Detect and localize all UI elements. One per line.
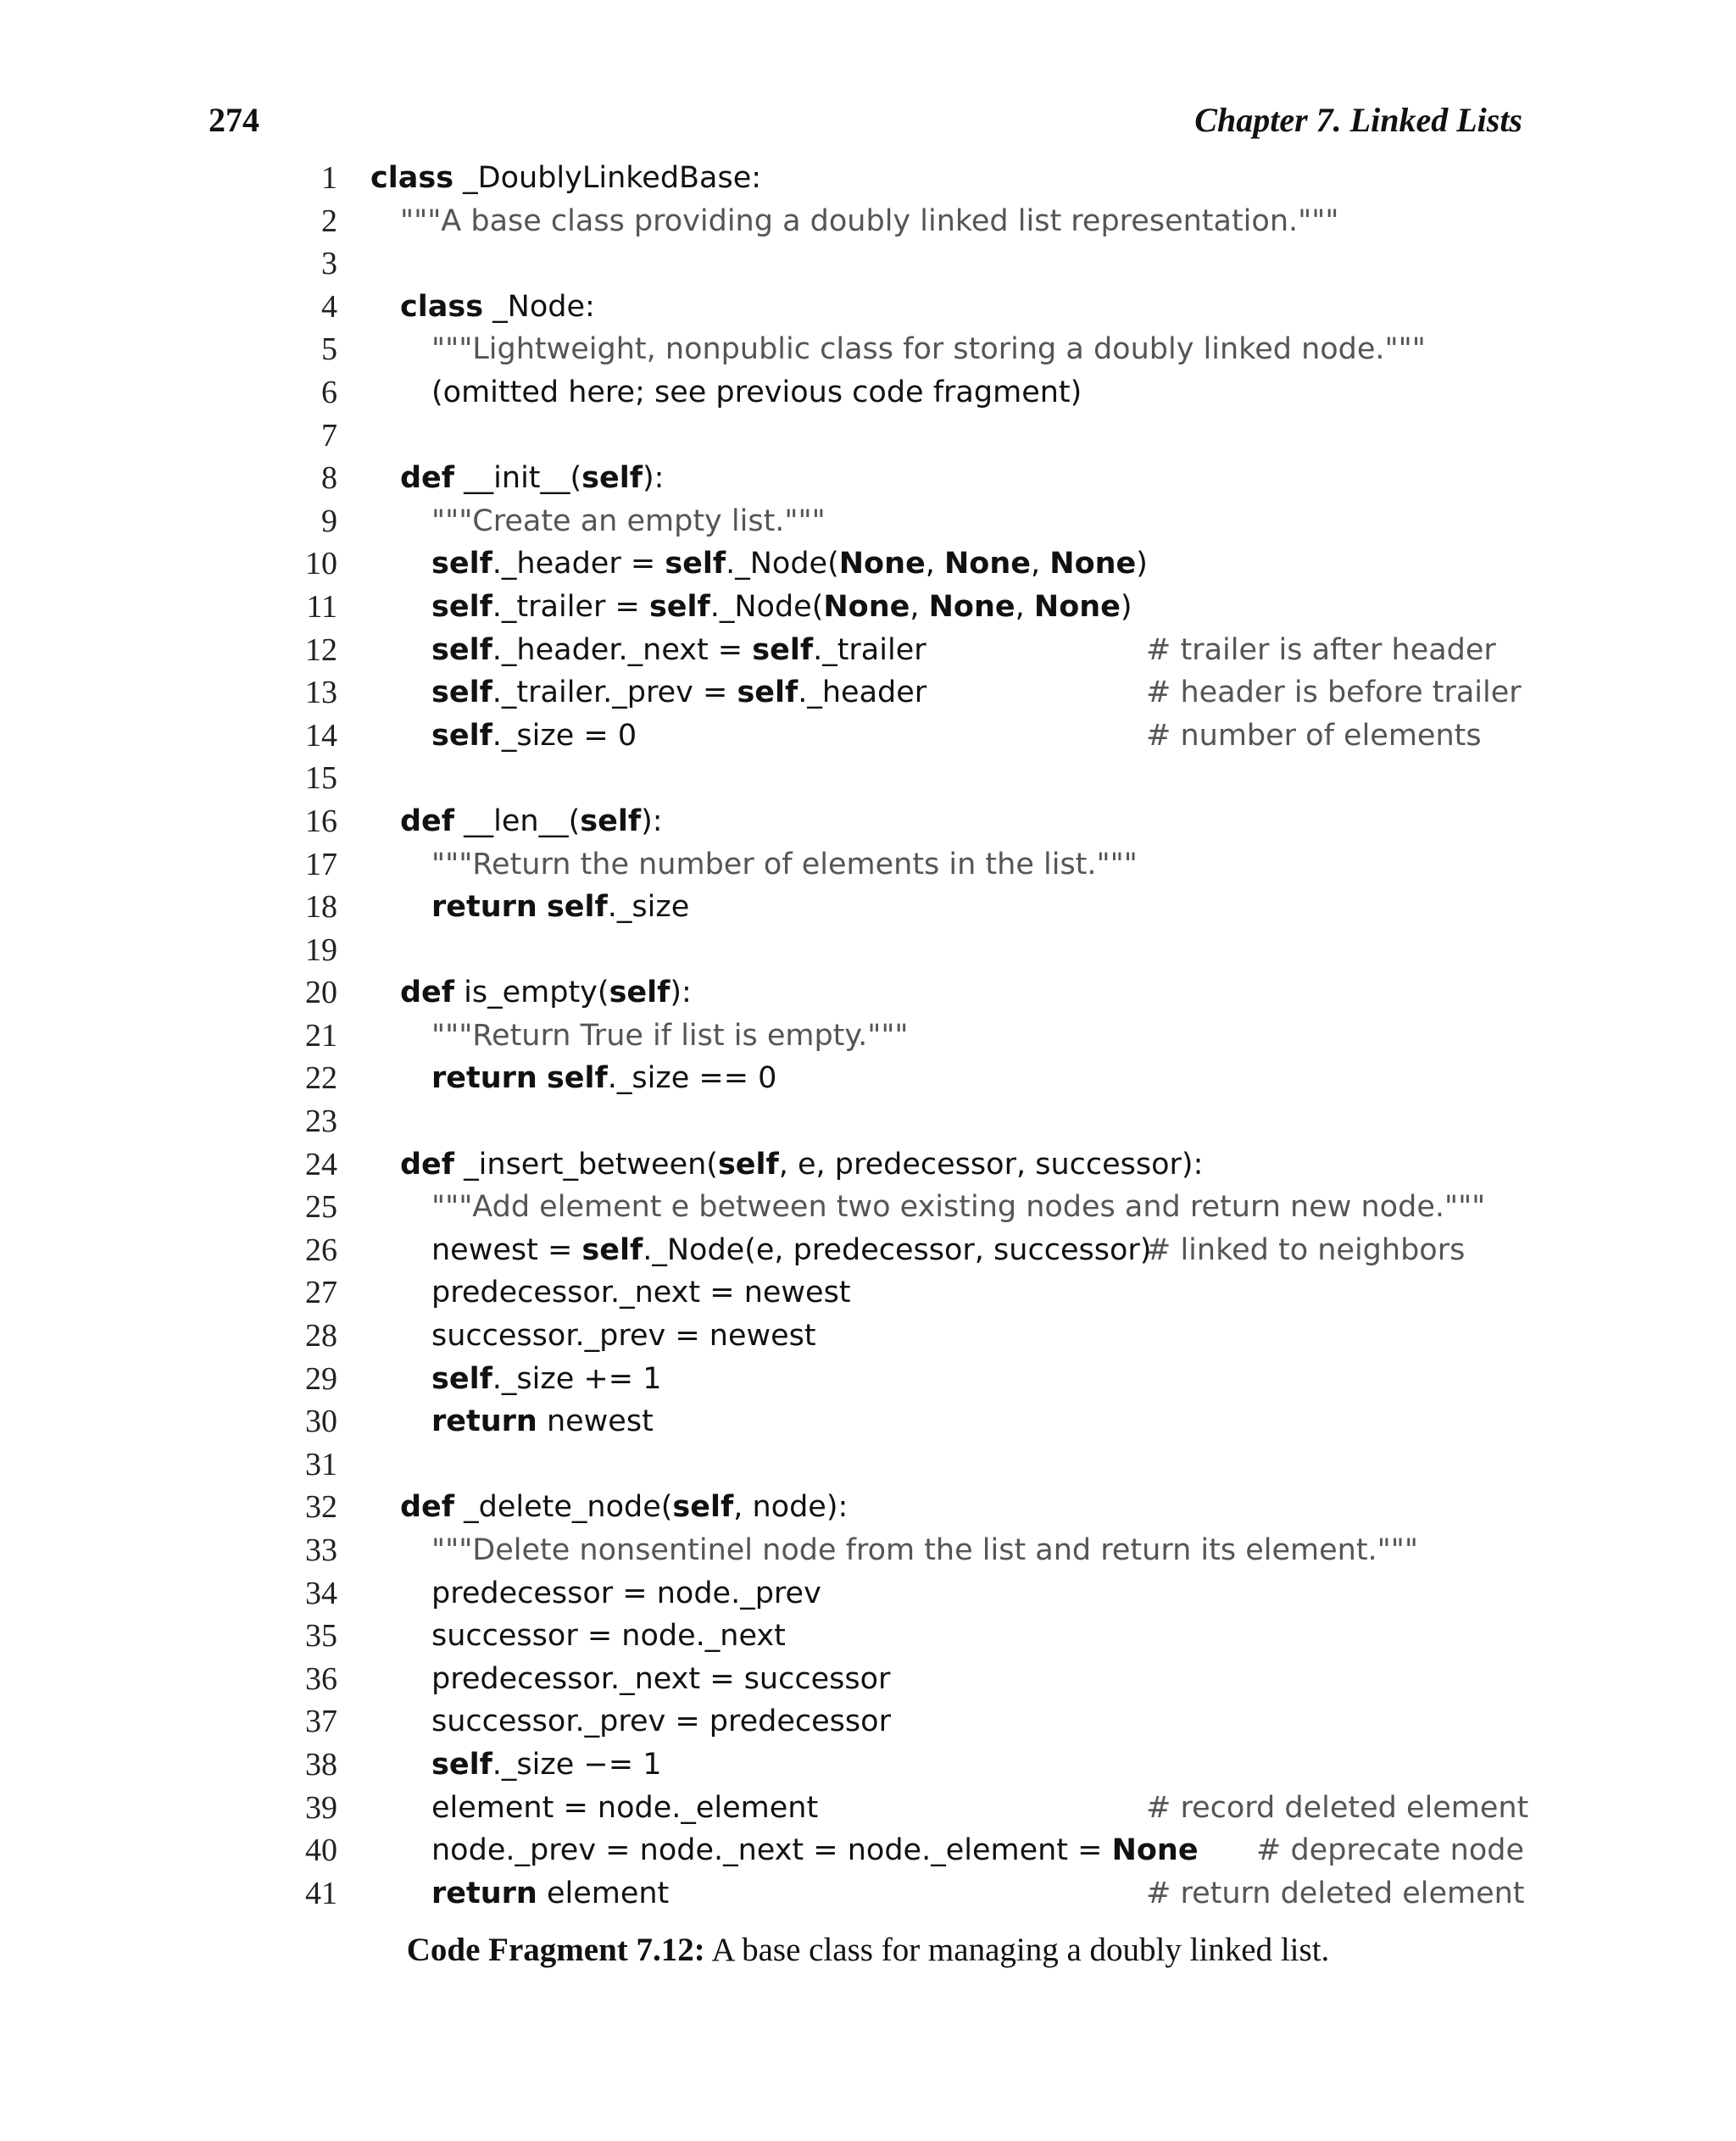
code-line (0, 1400, 1736, 1443)
code-docstring: """Create an empty list.""" (431, 503, 826, 538)
code-line (0, 1358, 1736, 1401)
code-token: ._size == 0 (607, 1061, 777, 1096)
line-number: 5 (321, 331, 337, 368)
line-number: 17 (305, 846, 337, 882)
line-number: 40 (305, 1832, 337, 1869)
code-token: _insert_between( (454, 1147, 718, 1182)
code-line (0, 1015, 1736, 1058)
code-token: successor = node._next (431, 1619, 786, 1654)
code-token: , (1031, 547, 1050, 581)
code-line (0, 1615, 1736, 1658)
line-number: 24 (305, 1146, 337, 1182)
code-keyword: self (580, 804, 642, 838)
line-number: 4 (321, 288, 337, 325)
code-comment: # trailer is after header (1146, 632, 1496, 667)
code-text (431, 1872, 669, 1916)
code-token: node._prev = node._next = node._element = (431, 1833, 1112, 1868)
code-text (431, 1829, 1199, 1872)
code-text (431, 1057, 776, 1100)
code-keyword: self (431, 1747, 492, 1782)
code-token: ._size (607, 890, 690, 925)
code-keyword: return (431, 890, 537, 925)
code-keyword: self (648, 589, 710, 624)
code-comment: # header is before trailer (1146, 676, 1522, 710)
code-line (0, 629, 1736, 672)
code-line (0, 929, 1736, 972)
code-text (431, 1529, 1418, 1572)
code-token: , e, predecessor, successor): (778, 1147, 1204, 1182)
code-token: ._trailer._prev = (492, 676, 737, 710)
code-token: ): (641, 804, 663, 838)
code-line (0, 1443, 1736, 1487)
code-text (400, 457, 664, 500)
code-line (0, 671, 1736, 715)
code-token: element (537, 1876, 670, 1910)
code-keyword: None (1111, 1833, 1199, 1868)
code-keyword: self (665, 547, 726, 581)
code-line (0, 843, 1736, 887)
code-line (0, 1658, 1736, 1701)
code-line (0, 1872, 1736, 1916)
line-number: 11 (306, 588, 337, 625)
code-text (431, 1787, 818, 1830)
line-number: 37 (305, 1704, 337, 1740)
code-keyword: self (431, 589, 492, 624)
code-keyword: self (752, 632, 814, 667)
code-line (0, 1100, 1736, 1143)
line-number: 10 (305, 546, 337, 582)
code-text (431, 586, 1132, 629)
code-keyword: None (1049, 547, 1137, 581)
line-number: 16 (305, 803, 337, 839)
code-token: predecessor = node._prev (431, 1576, 821, 1610)
code-keyword: self (431, 676, 492, 710)
code-line (0, 457, 1736, 500)
code-text (431, 1658, 890, 1701)
line-number: 22 (305, 1060, 337, 1097)
code-keyword: self (737, 676, 798, 710)
code-token: is_empty( (454, 976, 609, 1010)
code-text (431, 1400, 654, 1443)
caption-label: Code Fragment 7.12: (406, 1932, 705, 1968)
code-line (0, 500, 1736, 543)
code-text (431, 1229, 1151, 1272)
code-line (0, 715, 1736, 758)
code-text (431, 328, 1426, 371)
line-number: 36 (305, 1660, 337, 1697)
code-line (0, 886, 1736, 929)
code-token: ._trailer (813, 632, 926, 667)
code-line (0, 1229, 1736, 1272)
code-comment: # deprecate node (1256, 1833, 1524, 1868)
code-line (0, 414, 1736, 458)
code-line (0, 800, 1736, 843)
code-comment: # return deleted element (1146, 1876, 1525, 1910)
code-keyword: class (400, 289, 484, 324)
code-token: ._size += 1 (492, 1361, 662, 1396)
code-line (0, 1271, 1736, 1315)
code-docstring: """Return the number of elements in the list.""" (431, 847, 1138, 881)
code-line (0, 242, 1736, 286)
code-text (400, 200, 1338, 243)
code-token: , node): (733, 1490, 849, 1525)
code-line (0, 1057, 1736, 1100)
code-keyword: self (581, 461, 643, 496)
code-keyword: self (431, 632, 492, 667)
code-token: __init__( (454, 461, 582, 496)
code-text (400, 286, 595, 329)
code-keyword: def (400, 976, 455, 1010)
code-token: __len__( (454, 804, 581, 838)
code-keyword: self (431, 547, 492, 581)
code-token: (omitted here; see previous code fragment) (431, 375, 1082, 409)
code-token: _Node: (483, 289, 595, 324)
code-text (431, 843, 1138, 887)
line-number: 38 (305, 1746, 337, 1782)
code-line (0, 586, 1736, 629)
code-text (431, 1186, 1485, 1229)
line-number: 9 (321, 503, 337, 539)
code-token: ._header (798, 676, 927, 710)
code-token: newest = (431, 1232, 582, 1267)
code-text (400, 800, 663, 843)
code-comment: # number of elements (1146, 718, 1482, 753)
code-line (0, 1529, 1736, 1572)
code-line (0, 1787, 1736, 1830)
line-number: 33 (305, 1532, 337, 1568)
code-caption (0, 1931, 1736, 1969)
code-line (0, 371, 1736, 414)
code-line (0, 1700, 1736, 1743)
code-text (431, 629, 926, 672)
code-keyword: class (370, 161, 454, 195)
code-token: ) (1136, 547, 1148, 581)
code-token: predecessor._next = successor (431, 1661, 891, 1696)
code-comment: # linked to neighbors (1146, 1232, 1466, 1267)
code-line (0, 1186, 1736, 1229)
line-number: 35 (305, 1618, 337, 1654)
code-docstring: """Return True if list is empty.""" (431, 1018, 909, 1053)
code-line (0, 1829, 1736, 1872)
code-token: ._header._next = (492, 632, 753, 667)
line-number: 7 (321, 417, 337, 453)
code-docstring: """A base class providing a doubly linked list representation.""" (400, 203, 1339, 238)
running-head: Chapter 7. Linked Lists (1194, 101, 1522, 139)
line-number: 34 (305, 1575, 337, 1611)
code-text (431, 1743, 661, 1787)
code-keyword: self (672, 1490, 734, 1525)
code-keyword: self (609, 976, 670, 1010)
page-number: 274 (209, 101, 259, 139)
code-keyword: self (431, 718, 492, 753)
code-keyword: None (838, 547, 926, 581)
code-token: ._Node( (709, 589, 824, 624)
line-number: 1 (321, 160, 337, 196)
code-line (0, 1143, 1736, 1187)
code-keyword: def (400, 461, 455, 496)
code-line (0, 757, 1736, 800)
code-token: successor._prev = newest (431, 1319, 816, 1354)
code-token: ) (1120, 589, 1132, 624)
line-number: 14 (305, 717, 337, 754)
line-number: 6 (321, 374, 337, 410)
line-number: 31 (305, 1446, 337, 1482)
code-text (431, 1700, 891, 1743)
line-number: 20 (305, 975, 337, 1011)
code-docstring: """Delete nonsentinel node from the list and return its element.""" (431, 1533, 1418, 1567)
code-line (0, 1743, 1736, 1787)
code-text (431, 500, 826, 543)
code-keyword: self (581, 1232, 643, 1267)
code-token: element = node._element (431, 1790, 819, 1825)
code-keyword: def (400, 804, 455, 838)
code-token: ): (642, 461, 665, 496)
line-number: 15 (305, 760, 337, 797)
line-number: 19 (305, 931, 337, 968)
code-text (431, 1358, 661, 1401)
code-token: ._Node(e, predecessor, successor) (643, 1232, 1152, 1267)
code-text (431, 715, 637, 758)
code-comment: # record deleted element (1146, 1790, 1529, 1825)
code-text (431, 1015, 909, 1058)
code-text (400, 1486, 848, 1529)
code-text (431, 671, 926, 715)
code-line (0, 971, 1736, 1015)
code-token: _delete_node( (454, 1490, 673, 1525)
code-token: _DoublyLinkedBase: (453, 161, 762, 195)
code-line (0, 328, 1736, 371)
code-text (431, 1315, 816, 1358)
code-token: ): (670, 976, 692, 1010)
code-keyword: self (546, 890, 608, 925)
code-token: , (925, 547, 945, 581)
code-token: ._header = (492, 547, 665, 581)
caption-text: A base class for managing a doubly linked list. (704, 1932, 1330, 1968)
code-keyword: return (431, 1061, 537, 1096)
code-docstring: """Add element e between two existing nodes and return new node.""" (431, 1190, 1486, 1225)
code-line (0, 286, 1736, 329)
line-number: 12 (305, 631, 337, 668)
code-token: ._Node( (726, 547, 839, 581)
line-number: 3 (321, 246, 337, 282)
code-text (431, 542, 1148, 586)
code-text (431, 1572, 821, 1615)
code-line (0, 1486, 1736, 1529)
code-token (537, 1061, 547, 1095)
line-number: 41 (305, 1875, 337, 1911)
code-token: ._size = 0 (492, 718, 637, 753)
code-token: ._trailer = (492, 589, 649, 624)
line-number: 28 (305, 1318, 337, 1354)
code-docstring: """Lightweight, nonpublic class for storing a doubly linked node.""" (431, 332, 1426, 367)
code-text (370, 157, 761, 200)
code-token: newest (537, 1404, 654, 1439)
code-text (431, 1615, 786, 1658)
line-number: 21 (305, 1017, 337, 1054)
code-text (431, 886, 689, 929)
line-number: 27 (305, 1275, 337, 1311)
code-line (0, 542, 1736, 586)
code-text (400, 1143, 1203, 1187)
code-keyword: None (1033, 589, 1121, 624)
code-line (0, 1572, 1736, 1615)
line-number: 30 (305, 1404, 337, 1440)
code-line (0, 1315, 1736, 1358)
code-listing (0, 157, 1736, 1915)
code-token: , (1015, 589, 1034, 624)
line-number: 29 (305, 1360, 337, 1397)
code-line (0, 200, 1736, 243)
code-keyword: self (431, 1361, 492, 1396)
page-header (209, 100, 1522, 151)
line-number: 25 (305, 1189, 337, 1226)
line-number: 8 (321, 460, 337, 497)
code-text (431, 1271, 851, 1315)
code-keyword: None (823, 589, 910, 624)
line-number: 2 (321, 203, 337, 239)
code-keyword: return (431, 1876, 537, 1910)
code-text (400, 971, 692, 1015)
code-token: ._size −= 1 (492, 1747, 662, 1782)
line-number: 39 (305, 1789, 337, 1826)
line-number: 23 (305, 1104, 337, 1140)
line-number: 32 (305, 1489, 337, 1526)
code-keyword: self (546, 1061, 608, 1096)
code-token (537, 890, 547, 924)
line-number: 13 (305, 675, 337, 711)
code-keyword: def (400, 1490, 455, 1525)
code-token: predecessor._next = newest (431, 1276, 851, 1310)
code-keyword: None (928, 589, 1015, 624)
code-token: successor._prev = predecessor (431, 1704, 891, 1739)
code-keyword: return (431, 1404, 537, 1439)
code-line (0, 157, 1736, 200)
line-number: 18 (305, 889, 337, 926)
code-token: , (910, 589, 929, 624)
code-text (431, 371, 1082, 414)
line-number: 26 (305, 1232, 337, 1268)
code-keyword: None (944, 547, 1032, 581)
code-keyword: def (400, 1147, 455, 1182)
code-keyword: self (717, 1147, 779, 1182)
